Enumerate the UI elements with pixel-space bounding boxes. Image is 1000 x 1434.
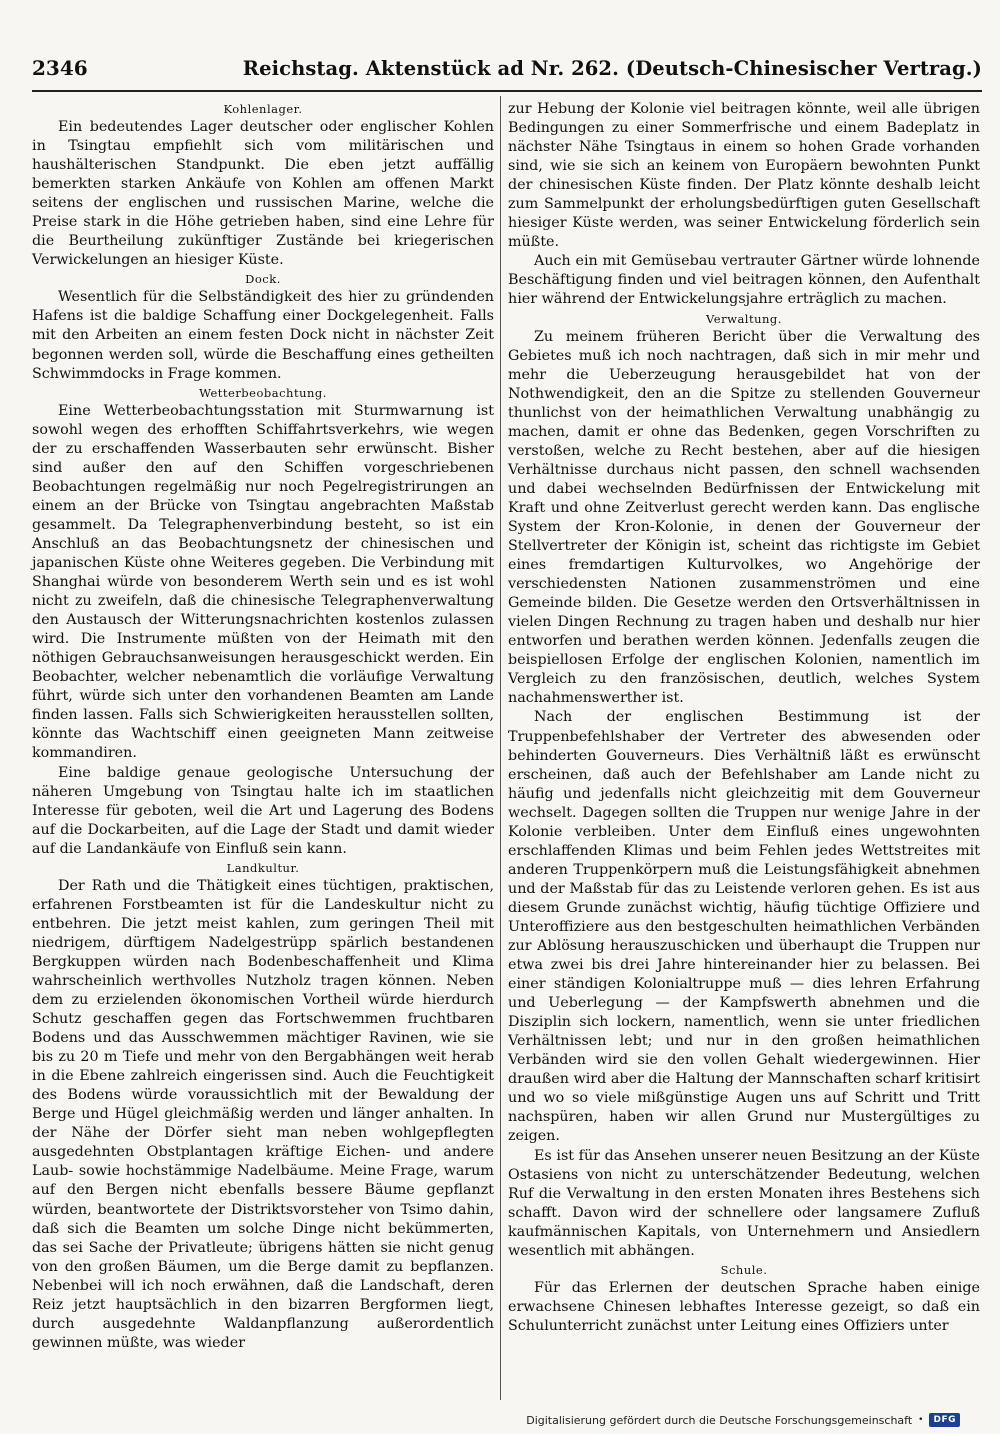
paragraph: Wesentlich für die Selbständigkeit des hier zu gründenden Hafens ist die baldige Schaffung einer Dockgelegenheit. Falls mit den Arbeiten an einem festen Dock nicht in nächster Zeit begonnen werden soll, würde die Beschaffung eines getheilten Schwimmdocks in Frage kommen. (32, 289, 494, 382)
section-heading: Kohlenlager. (223, 102, 303, 116)
section-heading: Verwaltung. (706, 311, 782, 326)
paragraph: zur Hebung der Kolonie viel beitragen könnte, weil alle übrigen Bedingungen zu einer Sommerfrische und einem Badeplatz in nächster Nähe Tsingtaus in einem so hohen Grade vorhanden sind, wie sie sich an keinem von Europäern bewohnten Punkt der chinesischen Küste finden. Der Platz könnte deshalb leicht zum Sammelpunkt der erholungsbedürftigen guten Gesellschaft hiesiger Küste werden, was seiner Entwickelung förderlich sein müßte. (508, 101, 980, 251)
running-title: Reichstag. Aktenstück ad Nr. 262. (Deutsch-Chinesischer Vertrag.) (242, 57, 982, 80)
dfg-logo-icon: DFG (929, 1413, 960, 1427)
section-heading: Dock. (245, 272, 281, 287)
paragraph: Der Rath und die Thätigkeit eines tüchtigen, praktischen, erfahrenen Forstbeamten ist für die Landeskultur nicht zu entbehren. Die jetzt meist kahlen, zum geringen Theil mit niedrigem, dürftigem Nadelgestrüpp spärlich bestandenen Bergkuppen würden nach Bodenbeschaffenheit und Klima wahrscheinlich werthvolles Nutzholz tragen können. Neben dem zu erzielenden ökonomischen Vortheil würde hierdurch Schutz geschaffen gegen das Fortschwemmen fruchtbaren Bodens und das Ausschwemmen mächtiger Ravinen, wie sie bis zu 20 m Tiefe und mehr von den Bergabhängen weit herab in die Ebene zahlreich eingerissen sind. Auch die Feuchtigkeit des Bodens würde voraussichtlich mit der Bewaldung der Berge und Hügel gleichmäßig werden und länger anhalten. In der Nähe der Dörfer sieht man neben wohlgepflegten ausgedehnten Obstplantagen kräftige Eichen- und andere Laub- sowie hochstämmige Nadelbäume. Meine Frage, warum auf den Bergen nicht ebenfalls bessere Bäume gepflanzt würden, beantwortete der Distriktsvorsteher von Tsimo dahin, daß sich die Beamten um solche Dinge nicht bekümmerten, das sei Sache der Privatleute; übrigens hätten sie nicht genug von den großen Bäumen, um die Berge damit zu bepflanzen. Nebenbei will ich noch erwähnen, daß die Landschaft, deren Reiz jetzt hauptsächlich in den bizarren Bergformen liegt, durch ausgedehnte Waldanpflanzung außerordentlich gewinnen müßte, was wieder (32, 877, 494, 1351)
paragraph: Eine baldige genaue geologische Untersuchung der näheren Umgebung von Tsingtau halte ich im staatlichen Interesse für geboten, weil die Art und Lagerung des Bodens auf die Dockarbeiten, auf die Lage der Stadt und damit wieder auf die Landankäufe von Einfluß sein kann. (32, 764, 494, 857)
paragraph: Auch ein mit Gemüsebau vertrauter Gärtner würde lohnende Beschäftigung finden und viel beitragen können, den Aufenthalt hier während der Entwickelungsjahre erträglich zu machen. (508, 253, 980, 308)
section-heading: Wetterbeobachtung. (199, 385, 327, 400)
credit-separator: • (918, 1415, 924, 1425)
page-number: 2346 (32, 56, 88, 80)
section-heading: Schule. (720, 1262, 768, 1277)
paragraph: Es ist für das Ansehen unserer neuen Besitzung an der Küste Ostasiens von nicht zu unterschätzender Bedeutung, welchen Ruf die Verwaltung in den ersten Monaten ihres Bestehens sich schafft. Davon wird der schnellere oder langsamere Zufluß kaufmännischen Kapitals, von Unternehmern und Ansiedlern wesentlich mit abhängen. (508, 1147, 980, 1259)
section-heading: Landkultur. (226, 860, 300, 875)
paragraph: Für das Erlernen der deutschen Sprache haben einige erwachsene Chinesen lebhaftes Interesse gezeigt, so daß ein Schulunterricht zunächst unter Leitung eines Offiziers unter (508, 1279, 980, 1334)
paragraph: Eine Wetterbeobachtungsstation mit Sturmwarnung ist sowohl wegen des erhofften Schiffahrtsverkehrs, wie wegen der zu erschaffenden Wasserbauten sehr erwünscht. Bisher sind außer den auf den Schiffen vorgeschriebenen Beobachtungen regelmäßig nur noch Pegelregistrirungen an einem an der Brücke von Tsingtau angebrachten Maßstab gesammelt. Da Telegraphenverbindung besteht, so ist ein Anschluß an das Beobachtungsnetz der chinesischen und japanischen Küste ohne Weiteres gegeben. Die Verbindung mit Shanghai würde von besonderem Werth sein und es ist wohl nicht zu zweifeln, daß die chinesische Telegraphenverwaltung den Austausch der Witterungsnachrichten kostenlos zulassen wird. Die Instrumente müßten von der Heimath mit den nöthigen Gebrauchsanweisungen herausgeschickt werden. Ein Beobachter, welcher nebenamtlich die vorläufige Verwaltung führt, würde sich unter den vorhandenen Beamten am Lande finden lassen. Falls sich Schwierigkeiten herausstellen sollten, könnte das Wachtschiff einen geeigneten Mann zeitweise kommandiren. (32, 402, 494, 762)
paragraph: Zu meinem früheren Bericht über die Verwaltung des Gebietes muß ich noch nachtragen, daß sich in mir mehr und mehr die Ueberzeugung herausgebildet hat von der Nothwendigkeit, den an die Spitze zu stellenden Gouverneur thunlichst von der heimathlichen Verwaltung unabhängig zu machen, damit er ohne das Bedenken, gegen Vorschriften zu verstoßen, welche zu Recht bestehen, aber auf die hiesigen Verhältnisse durchaus nicht passen, den schnell wachsenden und dabei wechselnden Bedürfnissen der Entwickelung mit Kraft und ohne Zeitverlust gerecht werden kann. Das englische System der Kron-Kolonie, in denen der Gouverneur der Stellvertreter der Königin ist, scheint das richtigste im Gebiet eines fremdartigen Kulturvolkes, wo Angehörige der verschiedensten Nationen zusammenströmen und eine Gemeinde bilden. Die Gesetze werden den Ortsverhältnissen in vielen Dingen Rechnung zu tragen haben und deshalb nur hier entworfen und berathen werden können. Jedenfalls zeugen die beispiellosen Erfolge der englischen Kolonien, namentlich im Vergleich zu den französischen, deutlich, welches System nachahmenswerther ist. (508, 328, 980, 707)
paragraph: Ein bedeutendes Lager deutscher oder englischer Kohlen in Tsingtau empfiehlt sich vom militärischen und haushälterischen Standpunkt. Die eben jetzt auffällig bemerkten starken Ankäufe von Kohlen am offenen Markt seitens der englischen und russischen Marine, welche die Preise stark in die Höhe getrieben haben, sind eine Lehre für die Beurtheilung zukünftiger Zustände bei kriegerischen Verwickelungen an hiesiger Küste. (32, 119, 494, 269)
paragraph: Nach der englischen Bestimmung ist der Truppenbefehlshaber der Vertreter des abwesenden oder behinderten Gouverneurs. Dies Verhältniß läßt es erwünscht erscheinen, daß auch der Befehlshaber am Lande nicht zu häufig und jedenfalls nicht gleichzeitig mit dem Gouverneur wechselt. Dagegen sollten die Truppen nur wenige Jahre in der Kolonie verbleiben. Unter dem Einfluß eines ungewohnten erschlaffenden Klimas und beim Fehlen jedes Wettstreites mit anderen Truppenkörpern muß die Leistungsfähigkeit abnehmen und der Maßstab für das zu Leistende verloren gehen. Es ist aus diesem Grunde zunächst wichtig, häufig tüchtige Offiziere und Unteroffiziere aus den bestgeschulten heimathlichen Verbänden zur Ablösung herauszuschicken und überhaupt die Truppen nur etwa zwei bis drei Jahre hintereinander hier zu belassen. Bei einer ständigen Kolonialtruppe muß — dies lehren Erfahrung und Ueberlegung — der Kampfswerth abnehmen und die Disziplin sich lockern, namentlich, wenn sie unter friedlichen Verhältnissen lebt; und nur in den großen heimathlichen Verbänden wird sie den vollen Gehalt wiedergewinnen. Hier draußen wird aber die Haltung der Mannschaften scharf kritisirt und wo so viele mißgünstige Augen uns auf Schritt und Tritt nachspüren, haben wir allen Grund nur Mustergültiges zu zeigen. (508, 709, 981, 1145)
column-divider (500, 96, 501, 1400)
digitization-credit (526, 1411, 960, 1429)
left-column (32, 100, 494, 1353)
header-rule (32, 90, 982, 92)
right-column (508, 100, 980, 1336)
credit-text: Digitalisierung gefördert durch die Deutsche Forschungsgemeinschaft (526, 1413, 913, 1427)
page-header (32, 56, 982, 90)
